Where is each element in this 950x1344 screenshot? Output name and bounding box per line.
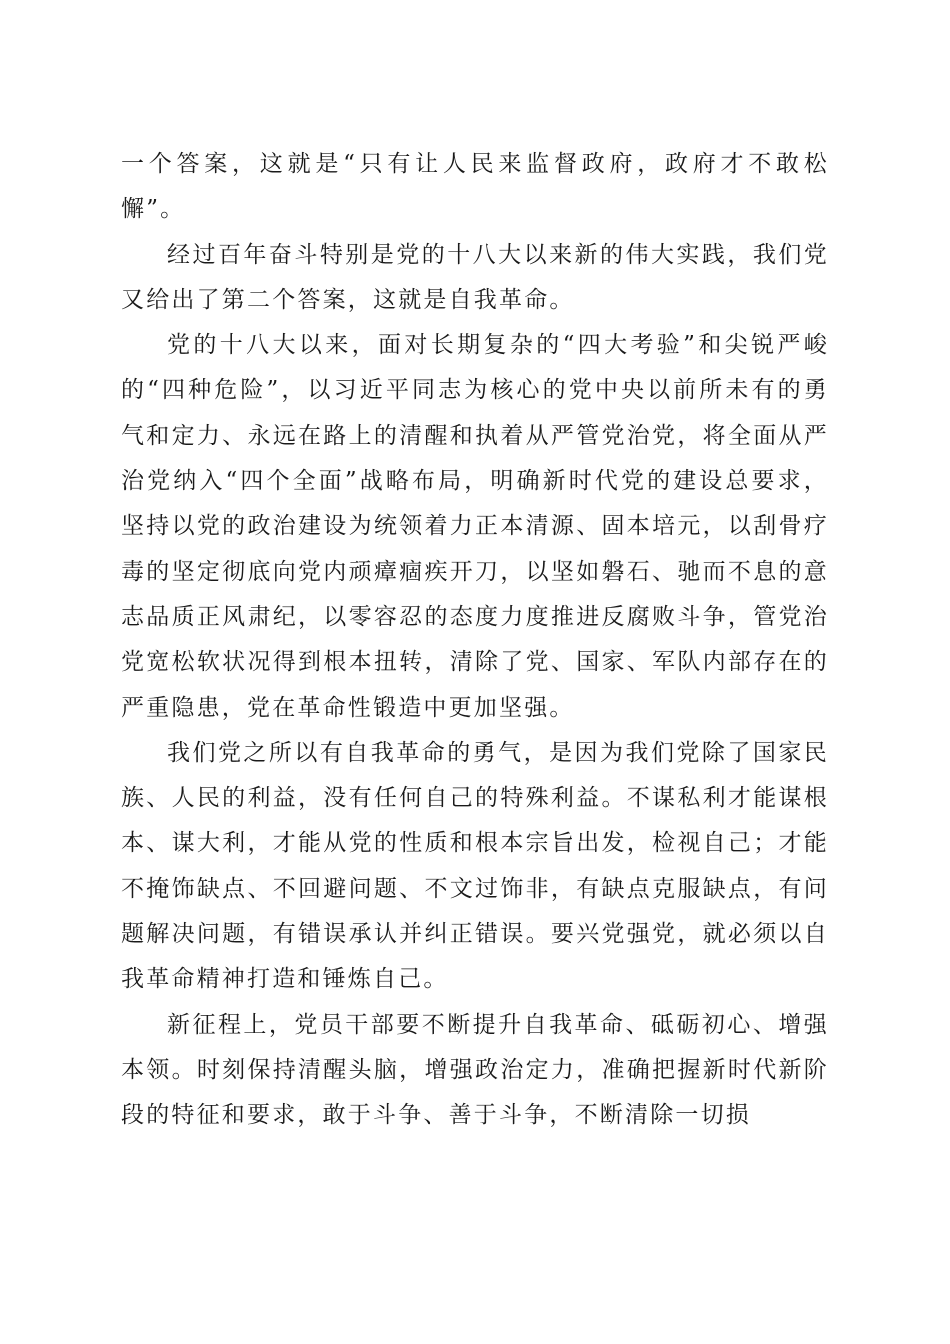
paragraph-continuation: 一个答案，这就是“只有让人民来监督政府，政府才不敢松懈”。 [121, 151, 829, 223]
paragraph-courage-self-revolution: 我们党之所以有自我革命的勇气，是因为我们党除了国家民族、人民的利益，没有任何自己的特殊利益。不谋私利才能谋根本、谋大利，才能从党的性质和根本宗旨出发，检视自己；才能不掩饰缺点、不回避问题、不文过饰非，有缺点克服缺点，有问题解决问题，有错误承认并纠正错误。要兴党强党，就必须以自我革命精神打造和锤炼自己。 [121, 739, 829, 993]
paragraph-since-18th-congress: 党的十八大以来，面对长期复杂的“四大考验”和尖锐严峻的“四种危险”，以习近平同志为核心的党中央以前所未有的勇气和定力、永远在路上的清醒和执着从严管党治党，将全面从严治党纳入“四个全面”战略布局，明确新时代党的建设总要求，坚持以党的政治建设为统领着力正本清源、固本培元，以刮骨疗毒的坚定彻底向党内顽瘴痼疾开刀，以坚如磐石、驰而不息的意志品质正风肃纪，以零容忍的态度力度推进反腐败斗争，管党治党宽松软状况得到根本扭转，清除了党、国家、军队内部存在的严重隐患，党在革命性锻造中更加坚强。 [121, 332, 829, 721]
paragraph-second-answer: 经过百年奋斗特别是党的十八大以来新的伟大实践，我们党又给出了第二个答案，这就是自我革命。 [121, 241, 829, 313]
paragraph-new-journey: 新征程上，党员干部要不断提升自我革命、砥砺初心、增强本领。时刻保持清醒头脑，增强政治定力，准确把握新时代新阶段的特征和要求，敢于斗争、善于斗争，不断清除一切损 [121, 1011, 829, 1129]
body-text [121, 142, 829, 1139]
